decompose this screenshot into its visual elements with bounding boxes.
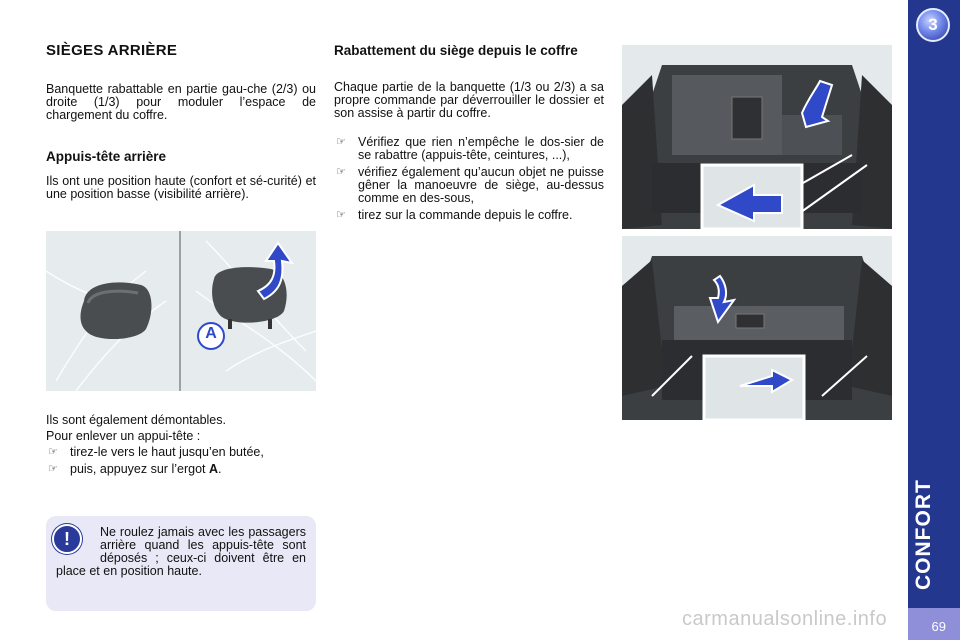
page-number: 69 bbox=[931, 619, 946, 634]
pointing-hand-icon: ☞ bbox=[336, 166, 346, 178]
trunk-illustration-bottom bbox=[622, 236, 892, 420]
step-text: tirez sur la commande depuis le coffre. bbox=[358, 208, 573, 222]
pointing-hand-icon: ☞ bbox=[336, 209, 346, 221]
step-bold-label: A bbox=[208, 462, 218, 476]
chapter-number-badge: 3 bbox=[916, 8, 950, 42]
step-text: Vérifiez que rien n’empêche le dos-sier de se rabattre (appuis-tête, ceintures, ...), bbox=[358, 135, 604, 162]
headrest-heading: Appuis-tête arrière bbox=[46, 149, 167, 164]
headrest-illustration bbox=[46, 231, 316, 391]
chapter-band bbox=[908, 0, 960, 640]
section-title: SIÈGES ARRIÈRE bbox=[46, 42, 178, 59]
trunk-illustration-top bbox=[622, 45, 892, 229]
list-item: ☞ puis, appuyez sur l’ergot A. bbox=[48, 462, 222, 476]
remove-steps-list bbox=[46, 446, 316, 480]
intro-paragraph: Banquette rabattable en partie gau-che (2/3) ou droite (1/3) pour moduler l’espace de chargement du coffre. bbox=[46, 82, 316, 122]
exclamation-icon: ! bbox=[52, 524, 82, 554]
remove-intro-text: Pour enlever un appui-tête : bbox=[46, 429, 201, 443]
step-text: tirez-le vers le haut jusqu’en butée, bbox=[70, 445, 264, 459]
list-item bbox=[334, 209, 604, 222]
fold-paragraph: Chaque partie de la banquette (1/3 ou 2/3) a sa propre commande par déverrouiller le dossier et son assise à partir du coffre. bbox=[334, 80, 604, 120]
list-item bbox=[334, 136, 604, 162]
fold-steps-list bbox=[334, 136, 604, 226]
pointing-hand-icon: ☞ bbox=[48, 446, 58, 458]
warning-box bbox=[46, 516, 316, 611]
step-text: vérifiez également qu’aucun objet ne puisse gêner la manoeuvre de siège, au-dessus comme en des-sous, bbox=[358, 165, 604, 205]
removable-text: Ils sont également démontables. bbox=[46, 413, 226, 427]
step-text: puis, appuyez sur l’ergot bbox=[70, 462, 209, 476]
callout-label-a: A bbox=[205, 325, 217, 342]
pointing-hand-icon: ☞ bbox=[336, 136, 346, 148]
headrest-paragraph: Ils ont une position haute (confort et sé-curité) et une position basse (visibilité arrière). bbox=[46, 174, 316, 201]
chapter-label: CONFORT bbox=[912, 479, 935, 590]
watermark: carmanualsonline.info bbox=[682, 608, 888, 630]
warning-text: Ne roulez jamais avec les passagers arrière quand les appuis-tête sont déposés ; ceux-ci doivent être en place et en position haute. bbox=[56, 525, 306, 578]
list-item bbox=[46, 446, 316, 459]
fold-heading: Rabattement du siège depuis le coffre bbox=[334, 43, 578, 58]
list-item bbox=[334, 166, 604, 205]
pointing-hand-icon: ☞ bbox=[48, 463, 58, 475]
